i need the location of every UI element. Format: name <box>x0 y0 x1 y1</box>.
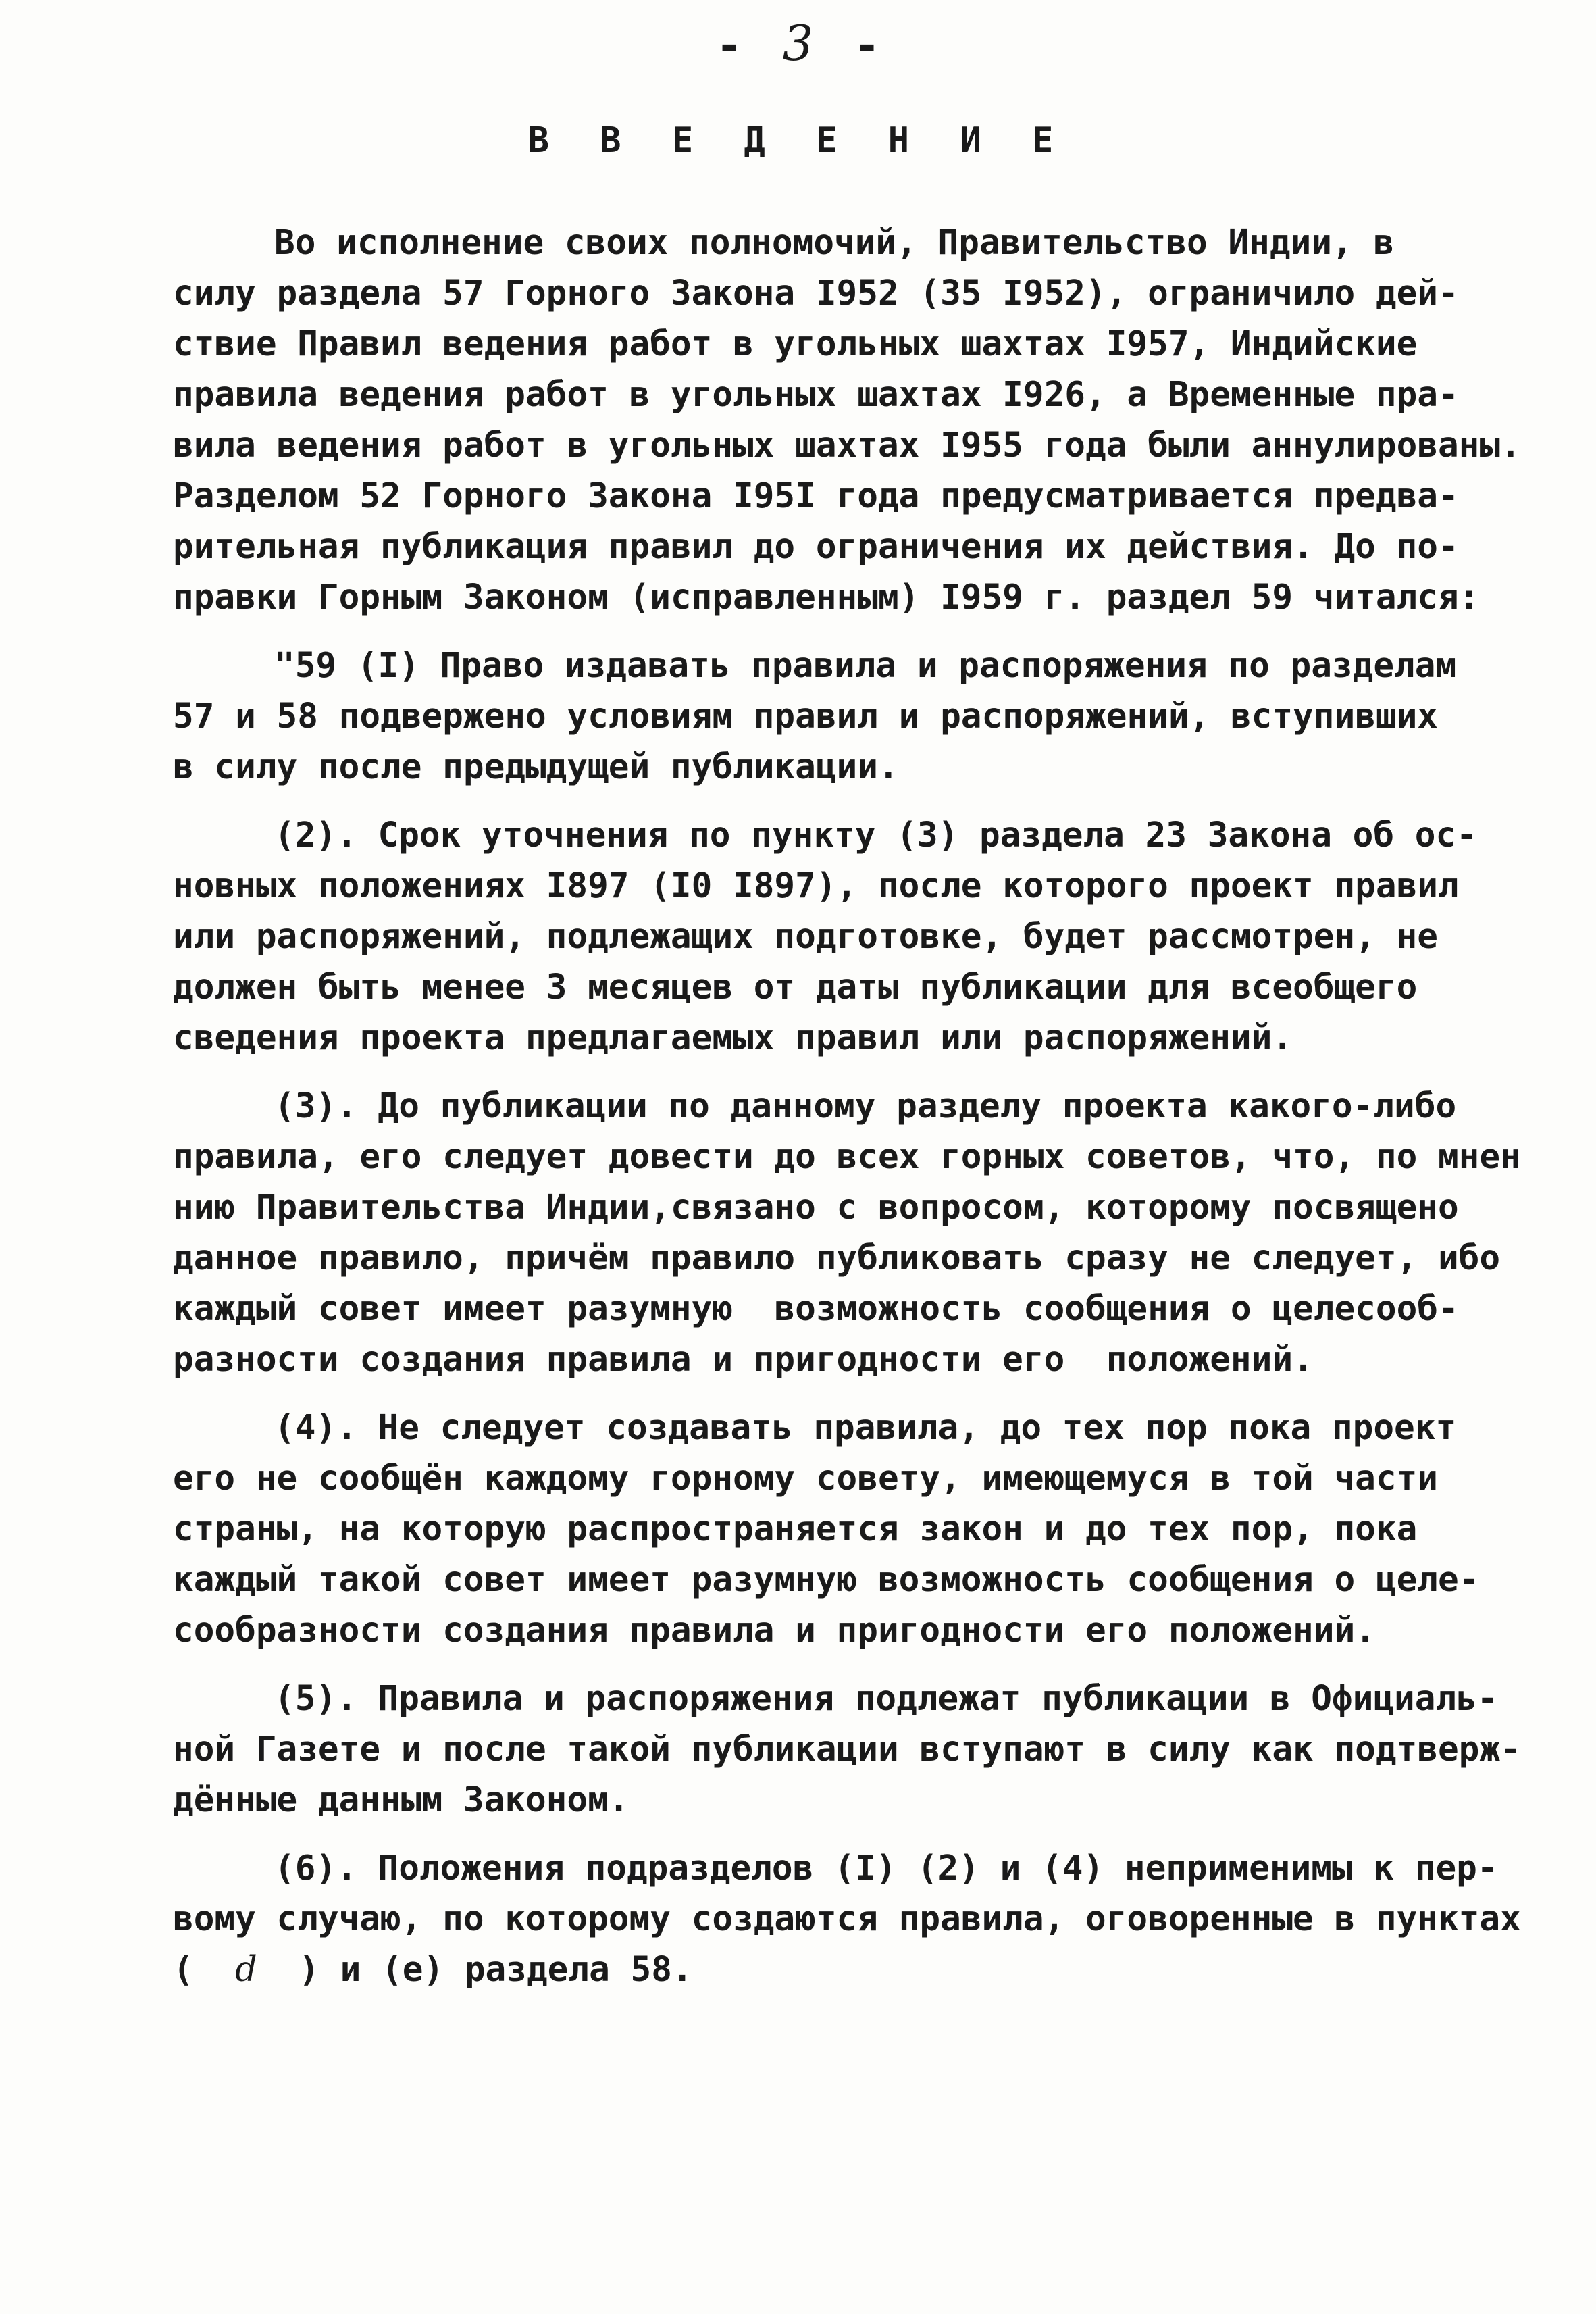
text-line: правила, его следует довести до всех горных советов, что, по мнен <box>173 1137 1521 1177</box>
text-line: или распоряжений, подлежащих подготовке, будет рассмотрен, не <box>173 917 1438 957</box>
text-line: его не сообщён каждому горному совету, имеющемуся в той части <box>173 1459 1438 1499</box>
document-body <box>173 218 1521 2013</box>
text-line: должен быть менее 3 месяцев от даты публикации для всеобщего <box>173 967 1418 1007</box>
text-line: нию Правительства Индии,связано с вопросом, которому посвящено <box>173 1188 1459 1228</box>
text-line: в силу после предыдущей публикации. <box>173 747 899 787</box>
text-line: разности создания правила и пригодности его положений. <box>173 1340 1314 1380</box>
text-line: новных положениях I897 (I0 I897), после которого проект правил <box>173 866 1459 906</box>
text-line: данное правило, причём правило публиковать сразу не следует, ибо <box>173 1238 1501 1278</box>
open-paren: ( <box>173 1950 194 1990</box>
text-line: страны, на которую распространяется закон и до тех пор, пока <box>173 1509 1418 1549</box>
paragraph-section-59-4 <box>173 1403 1497 1656</box>
page-number-header <box>0 15 1596 72</box>
paragraph-section-59-1 <box>173 640 1497 793</box>
text-line: каждый совет имеет разумную возможность сообщения о целесооб- <box>173 1289 1459 1329</box>
paragraph-section-59-2 <box>173 810 1497 1063</box>
text-line: правки Горным Законом (исправленным) I959 г. раздел 59 читался: <box>173 578 1480 618</box>
text-line: Во исполнение своих полномочий, Правительство Индии, в <box>274 223 1395 263</box>
text-line: (6). Положения подразделов (I) (2) и (4) неприменимы к пер- <box>274 1848 1498 1888</box>
closing-text: ) и (е) раздела 58. <box>299 1950 693 1990</box>
text-line: 57 и 58 подвержено условиям правил и распоряжений, вступивших <box>173 697 1438 736</box>
text-line: "59 (I) Право издавать правила и распоряжения по разделам <box>274 646 1457 686</box>
text-line: вила ведения работ в угольных шахтах I955 года были аннулированы. <box>173 426 1521 466</box>
paragraph-section-59-3 <box>173 1081 1521 1385</box>
text-line: вому случаю, по которому создаются правила, оговоренные в пунктах <box>173 1899 1521 1939</box>
text-line: рительная публикация правил до ограничения их действия. До по- <box>173 527 1459 567</box>
text-line: (4). Не следует создавать правила, до тех пор пока проект <box>274 1408 1457 1448</box>
paragraph-section-59-6 <box>173 1843 1521 1995</box>
text-line-last <box>173 1944 1497 1995</box>
text-line: сообразности создания правила и пригодности его положений. <box>173 1611 1376 1651</box>
handwritten-letter: d <box>235 1950 257 1990</box>
text-line: дённые данным Законом. <box>173 1780 629 1820</box>
text-line: (2). Срок уточнения по пункту (3) раздела 23 Закона об ос- <box>274 815 1477 855</box>
text-line: ной Газете и после такой публикации вступают в силу как подтверж- <box>173 1730 1521 1769</box>
text-line: сведения проекта предлагаемых правил или распоряжений. <box>173 1018 1293 1058</box>
dash-right: - <box>854 21 880 71</box>
paragraph-section-59-5 <box>173 1674 1521 1826</box>
document-title: В В Е Д Е Н И Е <box>527 120 1069 161</box>
text-line: ствие Правил ведения работ в угольных шахтах I957, Индийские <box>173 324 1418 364</box>
text-line: (5). Правила и распоряжения подлежат публикации в Официаль- <box>274 1679 1498 1719</box>
text-line: (3). До публикации по данному разделу проекта какого-либо <box>274 1086 1457 1126</box>
text-line: каждый такой совет имеет разумную возможность сообщения о целе- <box>173 1560 1480 1600</box>
text-line: Разделом 52 Горного Закона I95I года предусматривается предва- <box>173 476 1459 516</box>
text-line: правила ведения работ в угольных шахтах I926, а Временные пра- <box>173 375 1459 415</box>
page-number: 3 <box>782 15 814 72</box>
text-line: силу раздела 57 Горного Закона I952 (35 I952), ограничило дей- <box>173 274 1459 313</box>
paragraph-intro <box>173 218 1521 623</box>
dash-left: - <box>716 21 742 71</box>
